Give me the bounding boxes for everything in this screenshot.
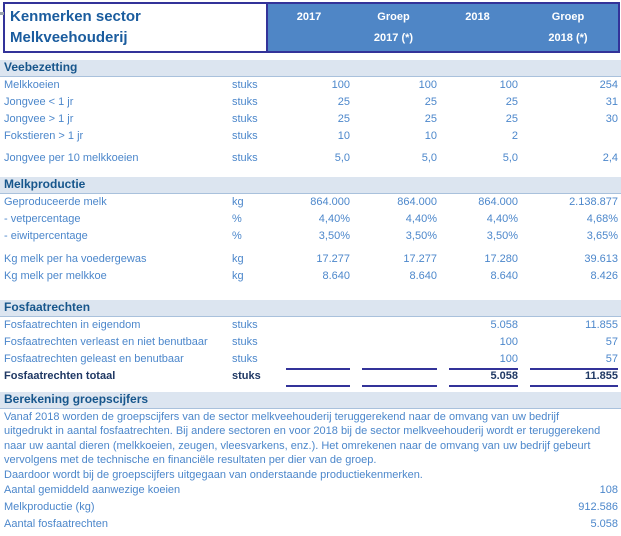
value-2017: 25 bbox=[337, 96, 350, 108]
row-label: Jongvee < 1 jr bbox=[4, 96, 74, 108]
table-row-jongvee-per-10 bbox=[0, 150, 621, 167]
value-groep-2017: 864.000 bbox=[397, 196, 437, 208]
row-label: Geproduceerde melk bbox=[4, 196, 107, 208]
value-groep-2017: 5,0 bbox=[421, 152, 437, 164]
row-label: Aantal fosfaatrechten bbox=[4, 518, 108, 531]
table-row-aantal-fosfaatrechten bbox=[0, 516, 621, 533]
value-groep-2018: 3,65% bbox=[586, 230, 618, 242]
column-header-line: 2017 bbox=[296, 11, 322, 23]
value-2018: 4,40% bbox=[486, 213, 518, 225]
row-unit: stuks bbox=[232, 370, 261, 382]
row-unit: stuks bbox=[232, 113, 258, 125]
row-label: Jongvee per 10 melkkoeien bbox=[4, 152, 139, 164]
row-unit: kg bbox=[232, 270, 244, 282]
row-label: Fosfaatrechten verleast en niet benutbaar bbox=[4, 336, 208, 348]
value-2017 bbox=[274, 317, 350, 334]
table-row-vetpercentage bbox=[0, 211, 621, 228]
value-groep-2018: 2.138.877 bbox=[569, 196, 618, 208]
section-title: Fosfaatrechten bbox=[4, 300, 91, 314]
row-label: Fokstieren > 1 jr bbox=[4, 130, 84, 142]
value-2018: 8.640 bbox=[490, 270, 518, 282]
value-groep-2018 bbox=[518, 128, 618, 145]
value-2017: 8.640 bbox=[322, 270, 350, 282]
row-label: Jongvee > 1 jr bbox=[4, 113, 74, 125]
row-unit: kg bbox=[232, 253, 244, 265]
row-unit: % bbox=[232, 230, 242, 242]
value-groep-2018: 57 bbox=[530, 351, 618, 370]
page-title bbox=[5, 4, 268, 51]
table-row-geproduceerde-melk bbox=[0, 194, 621, 211]
page-title-line2: Melkveehouderij bbox=[10, 29, 128, 46]
value-groep-2017: 8.640 bbox=[409, 270, 437, 282]
row-unit: stuks bbox=[232, 336, 258, 348]
section-header-veebezetting bbox=[0, 60, 621, 77]
table-row-fokstieren bbox=[0, 128, 621, 145]
value-groep-2017 bbox=[350, 334, 437, 351]
value-2017: 5,0 bbox=[334, 152, 350, 164]
paragraph-line: vervolgens met de technische en financiële resultaten per dier van de groep. bbox=[4, 454, 377, 467]
value-groep-2017: 25 bbox=[424, 96, 437, 108]
row-unit: stuks bbox=[232, 79, 258, 91]
row-label: Fosfaatrechten totaal bbox=[4, 370, 116, 382]
value-groep-2017: 10 bbox=[424, 130, 437, 142]
value-groep-2017 bbox=[362, 368, 437, 387]
value-groep-2018: 39.613 bbox=[584, 253, 618, 265]
spacer bbox=[0, 285, 621, 300]
row-label: Kg melk per ha voedergewas bbox=[4, 253, 147, 265]
value-2017: 25 bbox=[337, 113, 350, 125]
row-label: Fosfaatrechten geleast en benutbaar bbox=[4, 353, 184, 365]
value-2018: 100 bbox=[449, 351, 518, 370]
row-label: Aantal gemiddeld aanwezige koeien bbox=[4, 484, 181, 497]
table-row-eiwitpercentage bbox=[0, 228, 621, 245]
group-calculation-text bbox=[0, 410, 621, 482]
row-unit: kg bbox=[232, 196, 244, 208]
table-row-melkkoeien bbox=[0, 77, 621, 94]
section-title: Berekening groepscijfers bbox=[4, 392, 149, 406]
section-header-berekening bbox=[0, 392, 621, 409]
value-2017 bbox=[286, 368, 350, 387]
value-2017: 10 bbox=[337, 130, 350, 142]
value-groep-2017: 4,40% bbox=[405, 213, 437, 225]
value-2017: 864.000 bbox=[310, 196, 350, 208]
column-header-2017 bbox=[268, 7, 350, 51]
spacer bbox=[0, 167, 621, 177]
paragraph-line: Vanaf 2018 worden de groepscijfers van de sector melkveehouderij teruggerekend naar de omvang van uw bedrijf bbox=[4, 411, 560, 423]
paragraph-line: naar uw aantal dieren (melkkoeien, zeugen, vleesvarkens, enz.). Het omrekenen naar de omvang van uw bedrijf gebeurt bbox=[4, 439, 591, 452]
value-groep-2018: 31 bbox=[605, 96, 618, 108]
table-row-fosfaat-geleast bbox=[0, 351, 621, 368]
paragraph-line: uitgedrukt in aantal fosfaatrechten. Bij andere sectoren en voor 2018 bij de sector melkveehouderij wordt er teruggerekend bbox=[4, 425, 601, 438]
column-header-line: 2018 (*) bbox=[548, 32, 588, 44]
table-row-melk-per-ha bbox=[0, 251, 621, 268]
value-groep-2018: 4,68% bbox=[586, 213, 618, 225]
row-unit: stuks bbox=[232, 130, 258, 142]
column-header-2018 bbox=[437, 7, 518, 51]
row-unit: % bbox=[232, 213, 242, 225]
value-groep-2017: 17.277 bbox=[403, 253, 437, 265]
value-groep-2017: 3,50% bbox=[405, 230, 437, 242]
value-groep-2018: 30 bbox=[605, 113, 618, 125]
value-2018: 5,0 bbox=[502, 152, 518, 164]
column-header-line: Groep bbox=[551, 11, 585, 23]
value-2018: 5.058 bbox=[490, 319, 518, 331]
value-groep-2018: 8.426 bbox=[590, 270, 618, 282]
report-header bbox=[3, 2, 620, 53]
table-row-fosfaat-verleast bbox=[0, 334, 621, 351]
value-2018: 100 bbox=[499, 79, 518, 91]
value-groep-2018: 11.855 bbox=[530, 368, 618, 387]
value-groep-2018: 11.855 bbox=[585, 319, 618, 331]
row-unit: stuks bbox=[232, 353, 258, 365]
value-2018: 25 bbox=[505, 113, 518, 125]
value-2018: 100 bbox=[499, 336, 518, 348]
column-header-line: Groep bbox=[377, 11, 410, 23]
table-row-melkproductie-kg bbox=[0, 499, 621, 516]
row-value: 5.058 bbox=[590, 518, 618, 531]
section-header-fosfaatrechten bbox=[0, 300, 621, 317]
row-label: Melkproductie (kg) bbox=[4, 501, 95, 514]
column-header-groep-2018 bbox=[518, 7, 618, 51]
table-row-aanwezige-koeien bbox=[0, 482, 621, 499]
row-unit: stuks bbox=[232, 96, 258, 108]
value-groep-2017: 25 bbox=[424, 113, 437, 125]
value-2018: 3,50% bbox=[486, 230, 518, 242]
value-groep-2018: 57 bbox=[605, 336, 618, 348]
table-row-melk-per-melkkoe bbox=[0, 268, 621, 285]
table-row-jongvee-onder-1jr bbox=[0, 94, 621, 111]
row-unit: stuks bbox=[232, 152, 258, 164]
value-groep-2017: 100 bbox=[418, 79, 437, 91]
value-2018: 17.280 bbox=[484, 253, 518, 265]
value-groep-2018: 254 bbox=[599, 79, 618, 91]
column-header-line: 2017 (*) bbox=[373, 32, 414, 44]
paragraph-line: Daardoor wordt bij de groepscijfers uitgegaan van onderstaande productiekenmerken. bbox=[4, 468, 423, 481]
table-row-fosfaat-eigendom bbox=[0, 317, 621, 334]
row-label: - vetpercentage bbox=[4, 213, 81, 225]
section-title: Veebezetting bbox=[4, 60, 78, 74]
value-2018: 25 bbox=[505, 96, 518, 108]
value-2017: 3,50% bbox=[318, 230, 350, 242]
spacer bbox=[0, 53, 621, 60]
value-groep-2018: 2,4 bbox=[602, 152, 618, 164]
row-value: 912.586 bbox=[578, 501, 618, 514]
column-headers bbox=[268, 4, 618, 51]
section-header-melkproductie bbox=[0, 177, 621, 194]
row-label: Melkkoeien bbox=[4, 79, 60, 91]
value-2017 bbox=[274, 334, 350, 351]
column-header-line: 2018 bbox=[465, 11, 490, 23]
column-header-groep-2017 bbox=[350, 7, 437, 51]
row-label: Fosfaatrechten in eigendom bbox=[4, 319, 141, 331]
value-2017: 4,40% bbox=[318, 213, 350, 225]
page-title-line1: Kenmerken sector bbox=[10, 8, 141, 25]
value-2018: 2 bbox=[511, 130, 518, 142]
row-value: 108 bbox=[599, 484, 618, 497]
row-unit: stuks bbox=[232, 319, 258, 331]
value-2017: 100 bbox=[331, 79, 350, 91]
value-2018: 5.058 bbox=[449, 368, 518, 387]
section-title: Melkproductie bbox=[4, 177, 86, 191]
row-label: - eiwitpercentage bbox=[4, 230, 88, 242]
left-edge-mark bbox=[0, 12, 4, 15]
table-row-fosfaat-totaal bbox=[0, 368, 621, 385]
value-2018: 864.000 bbox=[478, 196, 518, 208]
value-2017: 17.277 bbox=[316, 253, 350, 265]
value-groep-2017 bbox=[350, 317, 437, 334]
table-row-jongvee-boven-1jr bbox=[0, 111, 621, 128]
row-label: Kg melk per melkkoe bbox=[4, 270, 107, 282]
